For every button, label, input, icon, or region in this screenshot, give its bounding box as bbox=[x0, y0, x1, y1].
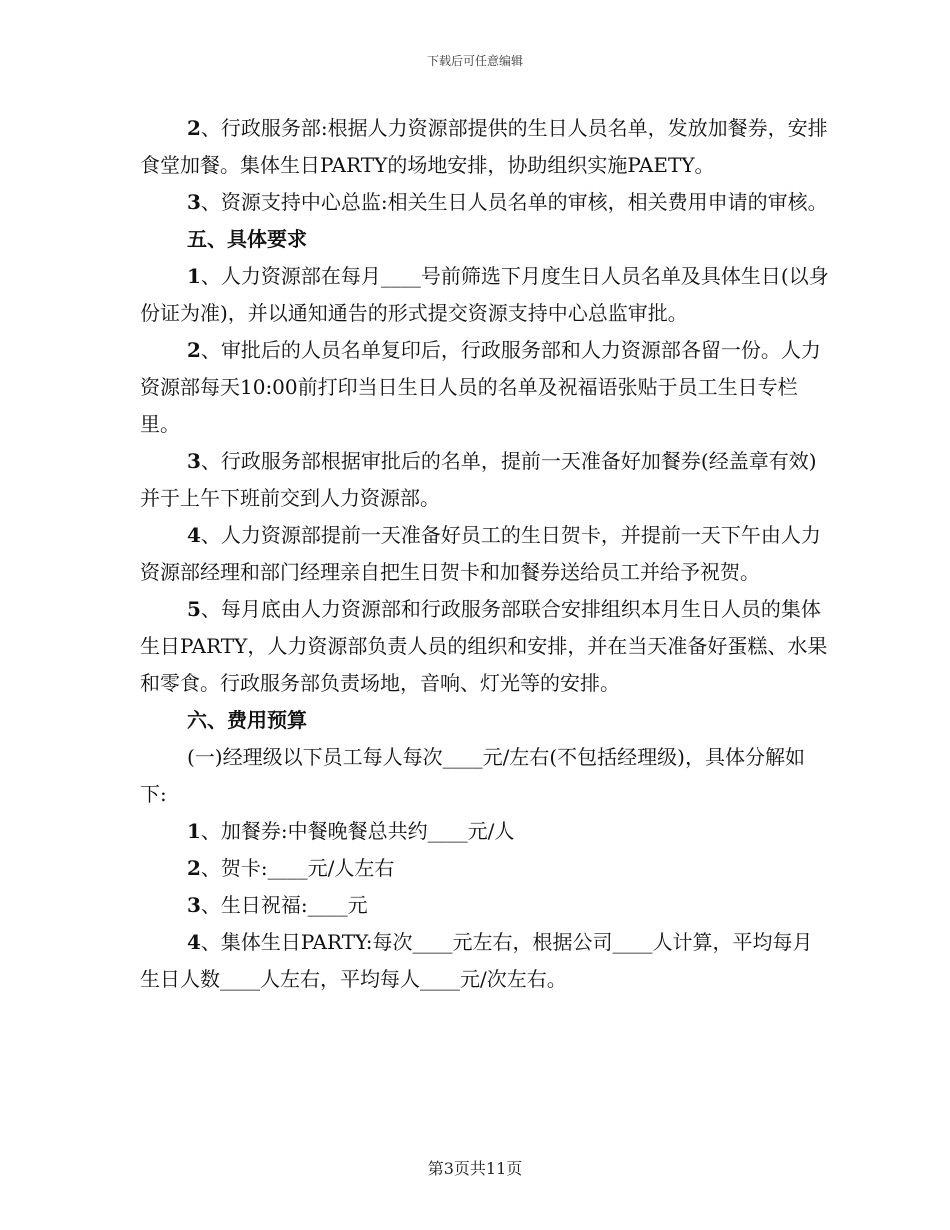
document-body bbox=[140, 110, 830, 998]
paragraph-text: 、生日祝福:____元 bbox=[200, 893, 368, 917]
paragraph-director bbox=[140, 184, 830, 221]
paragraph-text: 、加餐券:中餐晚餐总共约____元/人 bbox=[200, 819, 515, 843]
paragraph-text: 、每月底由人力资源部和行政服务部联合安排组织本月生日人员的集体生日PARTY，人力资源部负责人员的组织和安排，并在当天准备好蛋糕、水果和零食。行政服务部负责场地，音响、灯光等的安排。 bbox=[140, 597, 828, 695]
item-number: 1 bbox=[187, 819, 201, 843]
item-number: 3 bbox=[187, 190, 201, 214]
paragraph-budget-2 bbox=[140, 850, 830, 887]
item-number: 2 bbox=[187, 116, 201, 140]
item-number: 5 bbox=[187, 597, 201, 621]
item-number: 3 bbox=[187, 449, 201, 473]
item-number: 2 bbox=[187, 338, 201, 362]
paragraph-text: 、审批后的人员名单复印后，行政服务部和人力资源部各留一份。人力资源部每天10:00前打印当日生日人员的名单及祝福语张贴于员工生日专栏里。 bbox=[140, 338, 821, 436]
paragraph-text: 、贺卡:____元/人左右 bbox=[200, 856, 395, 880]
paragraph-req-1 bbox=[140, 258, 830, 332]
paragraph-budget-intro: (一)经理级以下员工每人每次____元/左右(不包括经理级)，具体分解如下: bbox=[140, 745, 805, 806]
item-number: 3 bbox=[187, 893, 201, 917]
paragraph-budget-3 bbox=[140, 887, 830, 924]
item-number: 4 bbox=[187, 930, 201, 954]
paragraph-text: 、资源支持中心总监:相关生日人员名单的审核，相关费用申请的审核。 bbox=[200, 190, 828, 214]
paragraph-req-2 bbox=[140, 332, 830, 443]
paragraph-text: 、人力资源部提前一天准备好员工的生日贺卡，并提前一天下午由人力资源部经理和部门经理亲自把生日贺卡和加餐券送给员工并给予祝贺。 bbox=[140, 523, 821, 584]
paragraph-text: 、行政服务部根据审批后的名单，提前一天准备好加餐券(经盖章有效)并于上午下班前交到人力资源部。 bbox=[140, 449, 817, 510]
paragraph-req-5 bbox=[140, 591, 830, 702]
paragraph-text: 、集体生日PARTY:每次____元左右，根据公司____人计算，平均每月生日人数____人左右，平均每人____元/次左右。 bbox=[140, 930, 813, 991]
paragraph-text: 、人力资源部在每月____号前筛选下月度生日人员名单及具体生日(以身份证为准)，并以通知通告的形式提交资源支持中心总监审批。 bbox=[140, 264, 829, 325]
paragraph-budget-1 bbox=[140, 813, 830, 850]
page-header: 下载后可任意编辑 bbox=[426, 54, 523, 68]
item-number: 4 bbox=[187, 523, 201, 547]
item-number: 1 bbox=[187, 264, 201, 288]
section-heading: 五、具体要求 bbox=[187, 227, 307, 251]
paragraph-budget-4 bbox=[140, 924, 830, 998]
item-number: 2 bbox=[187, 856, 201, 880]
section-heading: 六、费用预算 bbox=[187, 708, 307, 732]
paragraph-text: 、行政服务部:根据人力资源部提供的生日人员名单，发放加餐券，安排食堂加餐。集体生日PARTY的场地安排，协助组织实施PAETY。 bbox=[140, 116, 828, 177]
paragraph-req-3 bbox=[140, 443, 830, 517]
paragraph-req-4 bbox=[140, 517, 830, 591]
paragraph-admin-dept bbox=[140, 110, 830, 184]
page-footer: 第3页共11页 bbox=[427, 1159, 523, 1178]
